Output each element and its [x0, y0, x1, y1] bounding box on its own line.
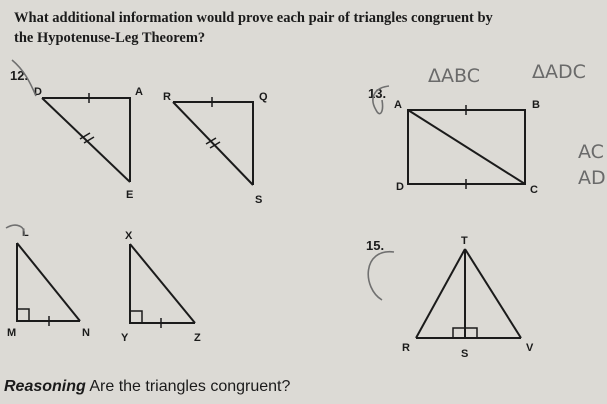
- problem-12-number: 12.: [10, 68, 29, 83]
- instructions-line-1: What additional information would prove each pair of triangles congruent by: [14, 10, 493, 26]
- triangle-rqs: [173, 97, 253, 185]
- pencil-marks: [6, 60, 394, 300]
- vertex-x: X: [125, 230, 133, 242]
- handwritten-note-3: AC: [578, 141, 604, 163]
- problem-15-number: 15.: [366, 238, 385, 253]
- vertex-s-15: S: [461, 348, 469, 360]
- handwritten-note-4: AD: [578, 167, 606, 189]
- rectangle-abcd: [408, 105, 525, 189]
- vertex-y: Y: [121, 332, 129, 344]
- instructions-line-2: the Hypotenuse-Leg Theorem?: [14, 30, 206, 46]
- triangle-dae: [42, 93, 130, 182]
- vertex-q: Q: [259, 91, 268, 103]
- problem-13-number: 13.: [368, 86, 387, 101]
- vertex-z: Z: [194, 332, 201, 344]
- vertex-m: M: [7, 327, 17, 339]
- vertex-b-13: B: [532, 99, 540, 111]
- vertex-e: E: [126, 189, 134, 201]
- handwritten-note-2: ΔADC: [532, 61, 586, 83]
- vertex-v: V: [526, 342, 534, 354]
- vertex-l: L: [22, 227, 29, 239]
- handwritten-note-1: ΔABC: [428, 65, 480, 87]
- reasoning-text: Are the triangles congruent?: [85, 378, 291, 395]
- vertex-t: T: [461, 235, 468, 247]
- vertex-c-13: C: [530, 184, 538, 196]
- vertex-n: N: [82, 327, 90, 339]
- reasoning-prompt: [4, 378, 290, 396]
- reasoning-label: Reasoning: [4, 378, 86, 395]
- vertex-r: R: [163, 91, 171, 103]
- triangle-lmn: [17, 243, 80, 326]
- vertex-s: S: [255, 194, 263, 206]
- vertex-d-13: D: [396, 181, 404, 193]
- triangle-xyz: [130, 244, 195, 328]
- triangle-rtv: [416, 249, 521, 338]
- vertex-a: A: [135, 86, 143, 98]
- vertex-r-15: R: [402, 342, 410, 354]
- vertex-a-13: A: [394, 99, 402, 111]
- vertex-d: D: [34, 86, 42, 98]
